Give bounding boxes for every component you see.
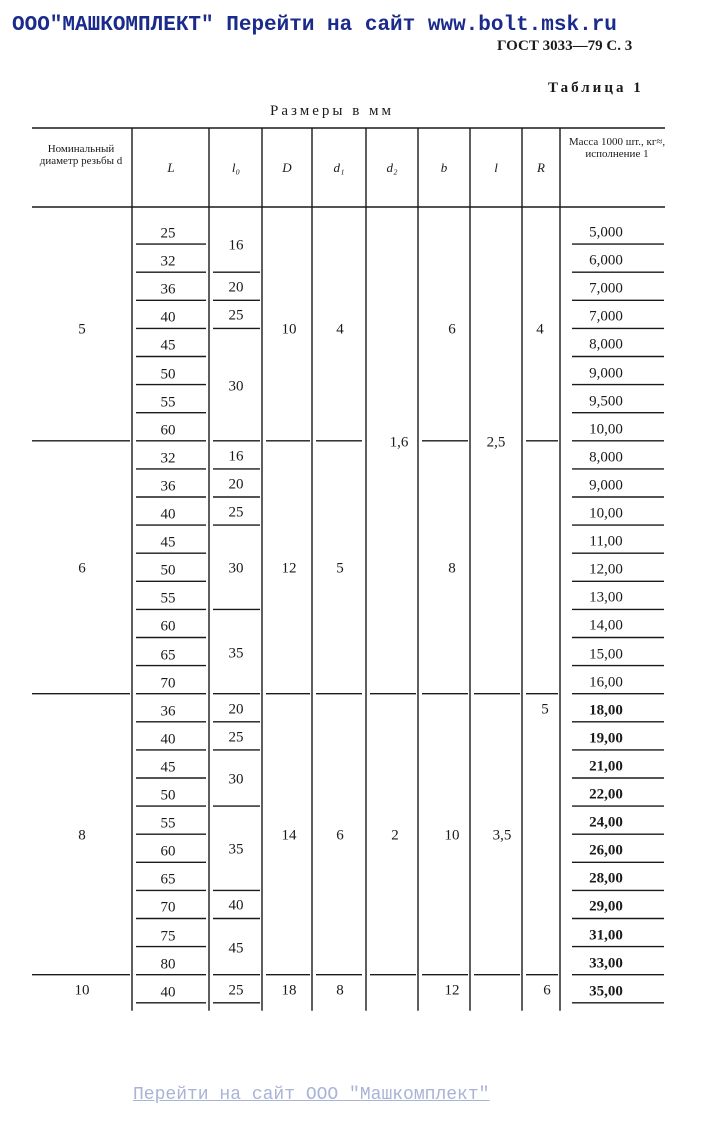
cell-b: 8 — [448, 560, 456, 577]
cell-mass: 21,00 — [589, 758, 623, 775]
cell-l0: 40 — [228, 897, 244, 914]
cell-D: 12 — [281, 560, 297, 577]
cell-L: 32 — [160, 450, 176, 467]
cell-d1: 5 — [336, 560, 344, 577]
gost-reference: ГОСТ 3033—79 С. 3 — [497, 38, 633, 54]
cell-L: 70 — [160, 675, 176, 692]
cell-l0: 20 — [228, 701, 244, 718]
cell-mass: 12,00 — [589, 561, 623, 578]
cell-d: 10 — [74, 982, 90, 999]
cell-l0: 25 — [228, 982, 244, 999]
cell-l0: 30 — [228, 771, 244, 788]
cell-mass: 9,000 — [589, 477, 623, 494]
cell-R: 4 — [536, 321, 544, 338]
cell-mass: 35,00 — [589, 983, 623, 1000]
cell-mass: 13,00 — [589, 589, 623, 606]
cell-L: 50 — [160, 562, 176, 579]
header-b: b — [440, 160, 448, 175]
cell-L: 60 — [160, 618, 176, 635]
cell-R: 6 — [543, 982, 551, 999]
table-caption: Таблица 1 — [548, 80, 644, 96]
cell-L: 25 — [160, 225, 176, 242]
cell-l0: 25 — [228, 729, 244, 746]
cell-d2: 1,6 — [389, 434, 409, 451]
cell-L: 80 — [160, 956, 176, 973]
header-D: D — [282, 160, 292, 175]
cell-mass: 28,00 — [589, 870, 623, 887]
cell-L: 40 — [160, 309, 176, 326]
cell-L: 70 — [160, 899, 176, 916]
cell-mass: 8,000 — [589, 336, 623, 353]
header-d2: d₂ — [386, 160, 398, 175]
cell-L: 65 — [160, 871, 176, 888]
cell-l0: 45 — [228, 940, 244, 957]
cell-d1: 8 — [336, 982, 344, 999]
cell-L: 40 — [160, 984, 176, 1001]
cell-mass: 11,00 — [589, 533, 623, 550]
cell-L: 60 — [160, 843, 176, 860]
header-l0: l₀ — [231, 160, 241, 175]
cell-L: 65 — [160, 647, 176, 664]
cell-mass: 6,000 — [589, 252, 623, 269]
cell-l: 3,5 — [492, 827, 512, 844]
cell-l0: 20 — [228, 476, 244, 493]
cell-L: 45 — [160, 337, 176, 354]
cell-l: 2,5 — [486, 434, 506, 451]
cell-d: 6 — [78, 560, 86, 577]
cell-L: 50 — [160, 366, 176, 383]
header-R: R — [537, 160, 545, 175]
cell-l0: 25 — [228, 307, 244, 324]
cell-l0: 25 — [228, 504, 244, 521]
cell-L: 40 — [160, 506, 176, 523]
cell-D: 10 — [281, 321, 297, 338]
cell-L: 45 — [160, 759, 176, 776]
cell-L: 50 — [160, 787, 176, 804]
cell-D: 18 — [281, 982, 297, 999]
cell-L: 75 — [160, 928, 176, 945]
cell-mass: 31,00 — [589, 927, 623, 944]
header-d1: d₁ — [333, 160, 345, 175]
cell-d1: 6 — [336, 827, 344, 844]
cell-mass: 33,00 — [589, 955, 623, 972]
cell-mass: 24,00 — [589, 814, 623, 831]
cell-mass: 9,000 — [589, 365, 623, 382]
cell-d: 5 — [78, 321, 86, 338]
cell-d1: 4 — [336, 321, 344, 338]
cell-mass: 26,00 — [589, 842, 623, 859]
cell-L: 55 — [160, 815, 176, 832]
footer-site-link[interactable]: Перейти на сайт ООО "Машкомплект" — [133, 1085, 490, 1105]
cell-l0: 30 — [228, 378, 244, 395]
cell-L: 55 — [160, 394, 176, 411]
units-caption: Размеры в мм — [270, 103, 395, 119]
cell-R: 5 — [541, 701, 549, 718]
cell-L: 36 — [160, 478, 176, 495]
cell-mass: 18,00 — [589, 702, 623, 719]
site-header-link[interactable]: ООО"МАШКОМПЛЕКТ" Перейти на сайт www.bolt.msk.ru — [12, 14, 617, 37]
cell-mass: 5,000 — [589, 224, 623, 241]
cell-b: 12 — [444, 982, 460, 999]
cell-d2: 2 — [391, 827, 399, 844]
cell-mass: 14,00 — [589, 617, 623, 634]
cell-D: 14 — [281, 827, 297, 844]
cell-mass: 9,500 — [589, 393, 623, 410]
cell-mass: 29,00 — [589, 898, 623, 915]
cell-mass: 10,00 — [589, 505, 623, 522]
cell-L: 55 — [160, 590, 176, 607]
cell-mass: 19,00 — [589, 730, 623, 747]
cell-mass: 16,00 — [589, 674, 623, 691]
cell-mass: 10,00 — [589, 421, 623, 438]
cell-l0: 16 — [228, 237, 244, 254]
cell-l0: 20 — [228, 279, 244, 296]
cell-mass: 7,000 — [589, 280, 623, 297]
cell-mass: 7,000 — [589, 308, 623, 325]
cell-l0: 35 — [228, 841, 244, 858]
cell-l0: 35 — [228, 645, 244, 662]
cell-l0: 16 — [228, 448, 244, 465]
cell-l0: 30 — [228, 560, 244, 577]
header-nominal-diameter: Номинальный диаметр резьбы d — [39, 143, 123, 167]
cell-mass: 15,00 — [589, 646, 623, 663]
cell-b: 6 — [448, 321, 456, 338]
cell-L: 40 — [160, 731, 176, 748]
cell-b: 10 — [444, 827, 460, 844]
cell-L: 36 — [160, 281, 176, 298]
header-L: L — [167, 160, 175, 175]
cell-L: 32 — [160, 253, 176, 270]
cell-L: 60 — [160, 422, 176, 439]
cell-mass: 8,000 — [589, 449, 623, 466]
cell-d: 8 — [78, 827, 86, 844]
cell-mass: 22,00 — [589, 786, 623, 803]
header-mass: Масса 1000 шт., кг≈, исполнение 1 — [568, 136, 666, 160]
header-l: l — [494, 160, 498, 175]
cell-L: 45 — [160, 534, 176, 551]
cell-L: 36 — [160, 703, 176, 720]
